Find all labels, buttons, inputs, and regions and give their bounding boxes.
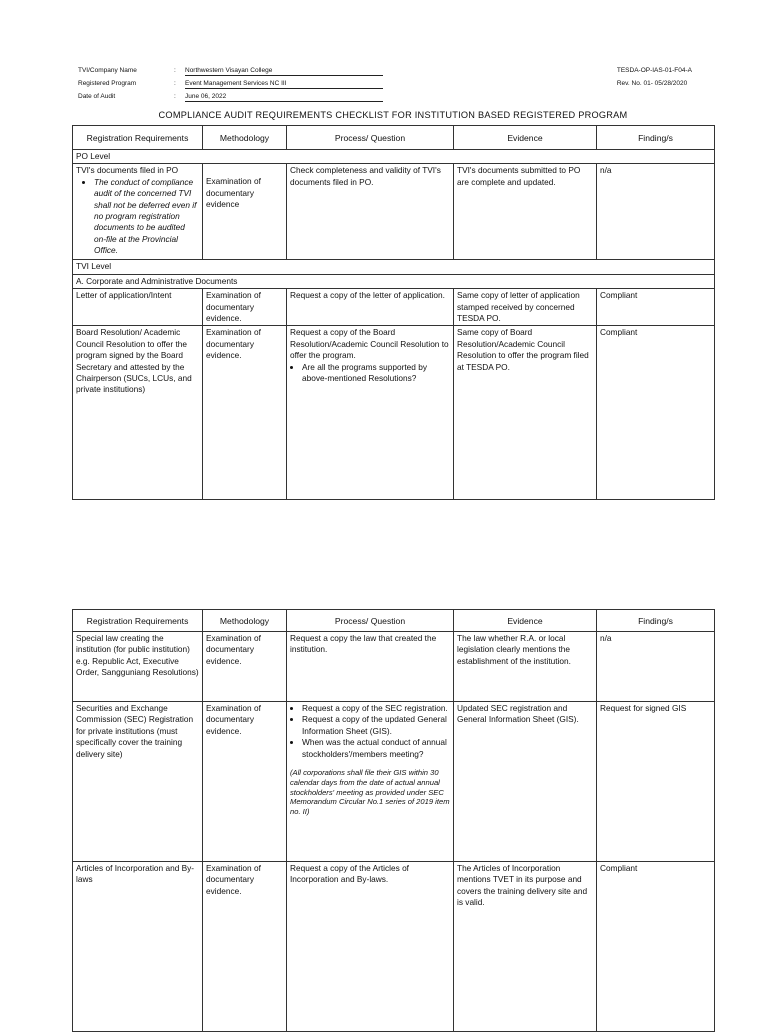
methodology-cell: Examination of documentary evidence.	[203, 289, 287, 326]
evidence-cell: Updated SEC registration and General Information Sheet (GIS).	[454, 702, 597, 862]
evidence-cell: Same copy of Board Resolution/Academic Council Resolution to offer the program filed at TESDA PO.	[454, 326, 597, 500]
audit-date-value: June 06, 2022	[185, 92, 383, 102]
colon: :	[174, 67, 176, 74]
table-row	[73, 326, 715, 500]
column-header: Process/ Question	[287, 126, 454, 150]
methodology-cell: Examination of documentary evidence.	[203, 632, 287, 702]
table-row	[73, 862, 715, 1032]
process-bullets	[290, 362, 450, 385]
requirement-note-list	[76, 177, 199, 257]
requirement-text: TVI's documents filed in PO	[76, 165, 179, 176]
header-colons	[174, 66, 176, 105]
process-cell: Request a copy of the Articles of Incorporation and By-laws.	[287, 862, 454, 1032]
requirement-note: • The conduct of compliance audit of the concerned TVI shall not be deferred even if no program registration documents to be audited on-file at the Provincial Office.	[94, 177, 199, 257]
finding-cell: Request for signed GIS	[597, 702, 715, 862]
company-label: TVI/Company Name	[78, 67, 137, 74]
methodology-cell: Examination of documentary evidence.	[203, 326, 287, 500]
process-bullet: • Request a copy of the updated General Information Sheet (GIS).	[302, 714, 450, 737]
finding-cell: Compliant	[597, 862, 715, 1032]
finding-cell: Compliant	[597, 326, 715, 500]
column-header: Evidence	[454, 126, 597, 150]
process-cell: Request a copy of the letter of application.	[287, 289, 454, 326]
document-title: COMPLIANCE AUDIT REQUIREMENTS CHECKLIST FOR INSTITUTION BASED REGISTERED PROGRAM	[158, 110, 628, 120]
header-labels	[78, 66, 137, 105]
finding-cell: n/a	[597, 164, 715, 260]
header-values	[185, 66, 383, 102]
table-row	[73, 289, 715, 326]
requirement-cell: Securities and Exchange Commission (SEC) Registration for private institutions (must specifically cover the training delivery site)	[73, 702, 203, 862]
section-row	[73, 150, 715, 164]
process-cell	[287, 326, 454, 500]
revision-number: Rev. No. 01- 05/28/2020	[616, 80, 688, 87]
process-bullets	[290, 703, 450, 760]
process-cell: Check completeness and validity of TVI's documents filed in PO.	[287, 164, 454, 260]
table-row	[73, 702, 715, 862]
table-header-row	[73, 126, 715, 150]
process-bullet: • Request a copy of the SEC registration.	[302, 703, 450, 714]
checklist-table-2	[72, 609, 715, 1032]
section-tvi-level: TVI Level	[73, 260, 715, 274]
column-header: Methodology	[203, 610, 287, 632]
table-row	[73, 164, 715, 260]
section-po-level: PO Level	[73, 150, 715, 164]
evidence-cell: The Articles of Incorporation mentions TVET in its purpose and covers the training delivery site and is valid.	[454, 862, 597, 1032]
evidence-cell: Same copy of letter of application stamped received by concerned TESDA PO.	[454, 289, 597, 326]
section-corporate-documents: A. Corporate and Administrative Documents	[73, 274, 715, 288]
process-bullet: • Are all the programs supported by above-mentioned Resolutions?	[302, 362, 450, 385]
table-header-row	[73, 610, 715, 632]
section-row	[73, 260, 715, 274]
program-label: Registered Program	[78, 80, 137, 87]
methodology-cell: Examination of documentary evidence.	[203, 702, 287, 862]
process-cell: Request a copy the law that created the institution.	[287, 632, 454, 702]
program-value: Event Management Services NC III	[185, 79, 383, 89]
finding-cell: n/a	[597, 632, 715, 702]
requirement-cell: Letter of application/Intent	[73, 289, 203, 326]
requirement-cell	[73, 164, 203, 260]
column-header: Evidence	[454, 610, 597, 632]
requirement-cell: Articles of Incorporation and By-laws	[73, 862, 203, 1032]
column-header: Finding/s	[597, 610, 715, 632]
process-text: Request a copy of the Board Resolution/Academic Council Resolution to offer the program.	[290, 327, 449, 361]
sec-memorandum-note: (All corporations shall file their GIS within 30 calendar days from the date of actual annual stockholders' meeting as provided under SEC Memorandum Circular No.1 series of 2019 item no. II)	[290, 768, 450, 817]
evidence-cell: TVI's documents submitted to PO are complete and updated.	[454, 164, 597, 260]
process-cell	[287, 702, 454, 862]
audit-date-label: Date of Audit	[78, 93, 116, 100]
requirement-cell: Board Resolution/ Academic Council Resolution to offer the program signed by the Board Secretary and attested by the Chairperson (SUCs, LCUs, and private institutions)	[73, 326, 203, 500]
company-value: Northwestern Visayan College	[185, 66, 383, 76]
column-header: Methodology	[203, 126, 287, 150]
colon: :	[174, 93, 176, 100]
process-bullet: • When was the actual conduct of annual stockholders'/members meeting?	[302, 737, 450, 760]
colon: :	[174, 80, 176, 87]
column-header: Registration Requirements	[73, 126, 203, 150]
methodology-cell: Examination of documentary evidence	[203, 164, 287, 260]
column-header: Process/ Question	[287, 610, 454, 632]
checklist-table-1	[72, 125, 715, 500]
form-reference	[617, 66, 692, 92]
methodology-cell: Examination of documentary evidence.	[203, 862, 287, 1032]
requirement-cell: Special law creating the institution (for public institution) e.g. Republic Act, Executive Order, Sangguniang Resolutions)	[73, 632, 203, 702]
form-code: TESDA-OP-IAS-01-F04-A	[616, 67, 692, 74]
column-header: Finding/s	[597, 126, 715, 150]
evidence-cell: The law whether R.A. or local legislation clearly mentions the establishment of the institution.	[454, 632, 597, 702]
finding-cell: Compliant	[597, 289, 715, 326]
column-header: Registration Requirements	[73, 610, 203, 632]
section-row	[73, 274, 715, 288]
table-row	[73, 632, 715, 702]
